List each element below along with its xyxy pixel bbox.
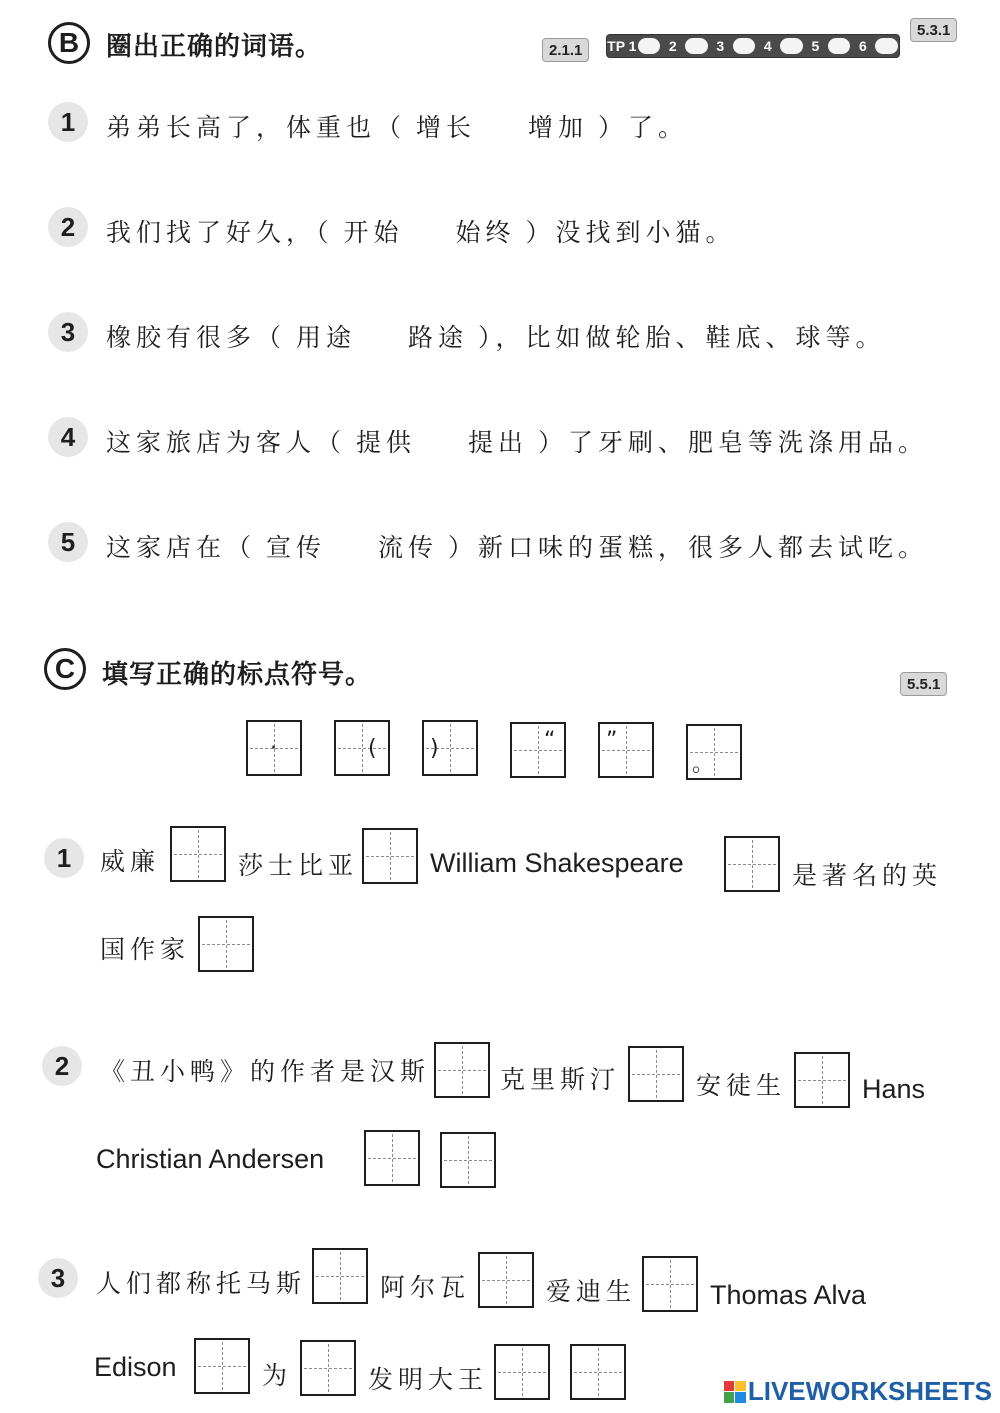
skill-tag-left: 2.1.1 — [542, 38, 589, 62]
question-text-english: Christian Andersen — [96, 1144, 325, 1174]
question-text — [106, 318, 886, 354]
punctuation-close-quote-box — [598, 722, 654, 778]
question-text — [106, 528, 928, 564]
question-text — [106, 213, 736, 249]
choice-option-2[interactable]: 提出 — [468, 428, 529, 457]
question-text: 为 — [262, 1361, 293, 1390]
choice-option-2[interactable]: 增加 — [528, 113, 589, 142]
question-text: 克里斯汀 — [500, 1065, 621, 1094]
punctuation-period-box — [686, 724, 742, 780]
punctuation-open-paren: ( — [368, 736, 377, 761]
answer-box[interactable] — [362, 828, 418, 884]
question-text: 国作家 — [100, 935, 191, 964]
answer-box[interactable] — [194, 1338, 250, 1394]
question-suffix: ）没找到小猫。 — [525, 218, 736, 247]
question-text: 阿尔瓦 — [380, 1273, 471, 1302]
tp-seg: 5 — [811, 38, 820, 54]
question-prefix: 这家旅店为客人（ — [106, 428, 347, 457]
question-text: 威廉 — [100, 847, 161, 876]
answer-box[interactable] — [478, 1252, 534, 1308]
punctuation-open-paren-box — [334, 720, 390, 776]
answer-box[interactable] — [364, 1130, 420, 1186]
answer-box[interactable] — [628, 1046, 684, 1102]
answer-box[interactable] — [642, 1256, 698, 1312]
tp-seg — [733, 38, 756, 54]
question-text: 是著名的英 — [792, 861, 943, 890]
tp-seg — [875, 38, 898, 54]
answer-box[interactable] — [494, 1344, 550, 1400]
choice-option-1[interactable]: 提供 — [356, 428, 417, 457]
section-b-title: 圈出正确的词语。 — [106, 32, 323, 62]
question-suffix: ）了。 — [598, 113, 689, 142]
question-number: 1 — [48, 102, 88, 142]
skill-tag: 5.5.1 — [900, 672, 947, 696]
punctuation-dot: · — [270, 736, 277, 761]
question-text-english: Hans — [862, 1074, 926, 1104]
punctuation-open-quote: “ — [544, 728, 556, 753]
question-text: 安徒生 — [696, 1071, 787, 1100]
section-c-title: 填写正确的标点符号。 — [102, 660, 373, 690]
choice-option-2[interactable]: 始终 — [455, 218, 516, 247]
choice-option-2[interactable]: 路途 — [408, 323, 469, 352]
question-number: 2 — [48, 207, 88, 247]
question-suffix: ）了牙刷、肥皂等洗涤用品。 — [538, 428, 929, 457]
question-number: 3 — [48, 312, 88, 352]
question-text: 发明大王 — [368, 1365, 489, 1394]
answer-box[interactable] — [312, 1248, 368, 1304]
liveworksheets-logo — [724, 1376, 992, 1407]
choice-option-2[interactable]: 流传 — [378, 533, 439, 562]
question-prefix: 我们找了好久，（ — [106, 218, 334, 247]
question-suffix: ），比如做轮胎、鞋底、球等。 — [478, 323, 886, 352]
answer-box[interactable] — [434, 1042, 490, 1098]
punctuation-open-quote-box — [510, 722, 566, 778]
answer-box[interactable] — [724, 836, 780, 892]
answer-box[interactable] — [300, 1340, 356, 1396]
section-c-badge: C — [44, 648, 86, 690]
answer-box[interactable] — [570, 1344, 626, 1400]
answer-box[interactable] — [198, 916, 254, 972]
punctuation-close-paren: ) — [430, 736, 439, 761]
choice-option-1[interactable]: 开始 — [343, 218, 404, 247]
tp-seg: 4 — [763, 38, 772, 54]
answer-box[interactable] — [794, 1052, 850, 1108]
question-prefix: 这家店在（ — [106, 533, 257, 562]
choice-option-1[interactable]: 用途 — [296, 323, 357, 352]
tp-seg — [638, 38, 661, 54]
question-text-english: Thomas Alva — [710, 1280, 867, 1310]
question-suffix: ）新口味的蛋糕，很多人都去试吃。 — [448, 533, 929, 562]
question-number: 3 — [38, 1258, 78, 1298]
choice-option-1[interactable]: 增长 — [416, 113, 477, 142]
question-text: 爱迪生 — [546, 1277, 637, 1306]
question-text-english: Edison — [94, 1352, 177, 1382]
question-text — [106, 423, 928, 459]
punctuation-dot-box — [246, 720, 302, 776]
skill-tag-right: 5.3.1 — [910, 18, 957, 42]
tp-level-strip — [606, 34, 900, 58]
question-prefix: 橡胶有很多（ — [106, 323, 287, 352]
question-number: 1 — [44, 838, 84, 878]
question-text: 莎士比亚 — [238, 851, 359, 880]
tp-seg: TP 1 — [607, 38, 637, 54]
question-number: 5 — [48, 522, 88, 562]
logo-icon — [724, 1381, 746, 1403]
question-prefix: 弟弟长高了，体重也（ — [106, 113, 407, 142]
logo-text: LIVEWORKSHEETS — [747, 1376, 992, 1406]
question-text: 人们都称托马斯 — [96, 1269, 307, 1298]
section-b-badge: B — [48, 22, 90, 64]
answer-box[interactable] — [440, 1132, 496, 1188]
punctuation-close-paren-box — [422, 720, 478, 776]
tp-seg — [828, 38, 851, 54]
tp-seg — [780, 38, 803, 54]
answer-box[interactable] — [170, 826, 226, 882]
question-number: 2 — [42, 1046, 82, 1086]
question-text — [106, 108, 688, 144]
punctuation-period: 。 — [692, 752, 715, 777]
tp-seg: 6 — [858, 38, 867, 54]
tp-seg: 3 — [716, 38, 725, 54]
choice-option-1[interactable]: 宣传 — [266, 533, 327, 562]
punctuation-close-quote: ” — [606, 728, 618, 753]
question-number: 4 — [48, 417, 88, 457]
tp-seg — [685, 38, 708, 54]
question-text-english: William Shakespeare — [430, 848, 684, 878]
tp-seg: 2 — [668, 38, 677, 54]
question-text: 《丑小鸭》的作者是汉斯 — [100, 1057, 431, 1086]
